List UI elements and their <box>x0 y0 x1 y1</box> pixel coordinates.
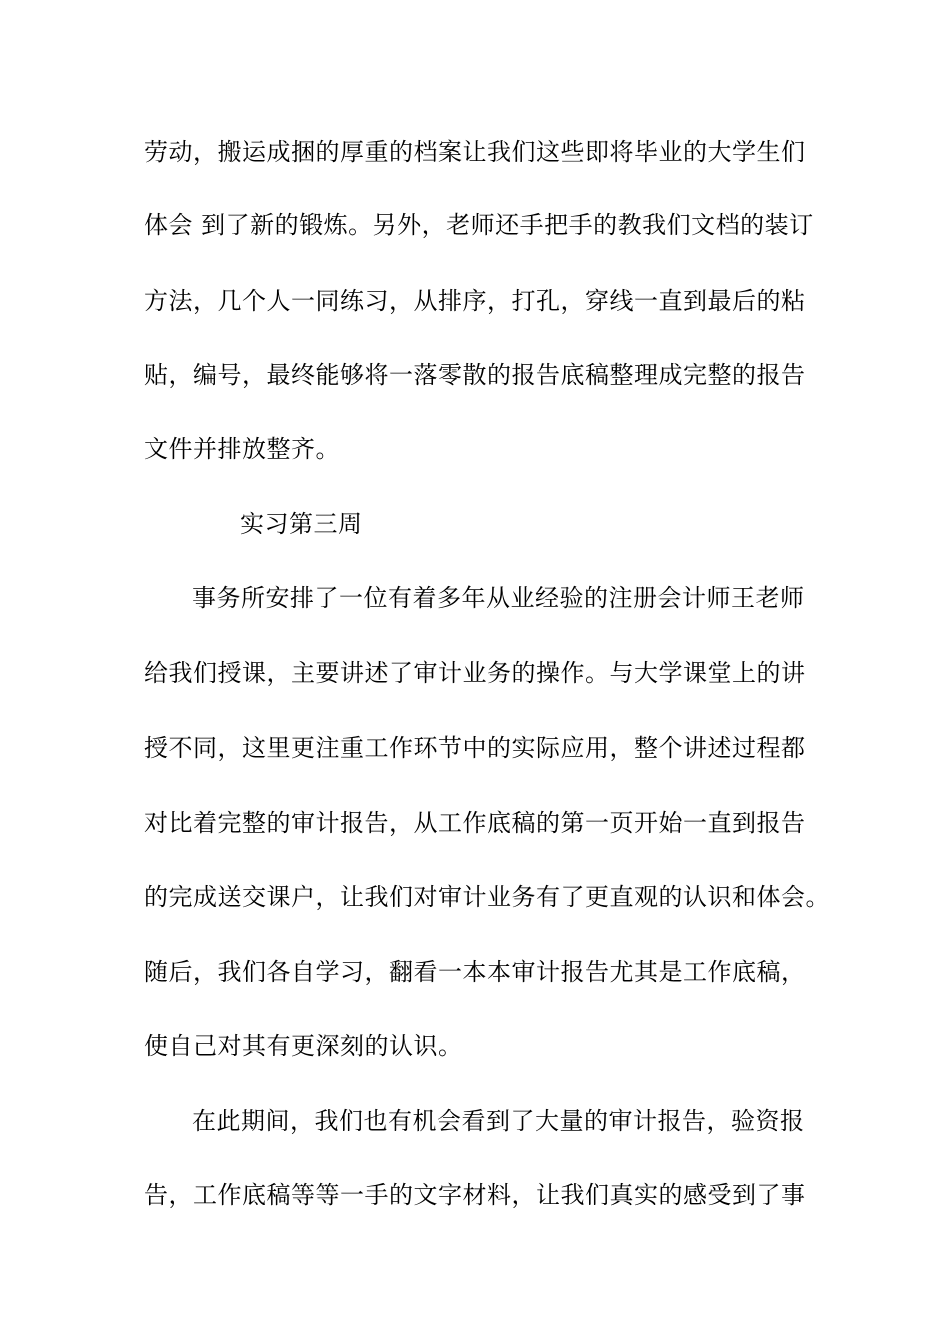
paragraph-line: 事务所安排了一位有着多年从业经验的注册会计师王老师 <box>192 584 805 612</box>
paragraph-line: 授不同，这里更注重工作环节中的实际应用，整个讲述过程都 <box>144 734 806 762</box>
paragraph-line: 给我们授课，主要讲述了审计业务的操作。与大学课堂上的讲 <box>144 659 806 687</box>
paragraph-line: 在此期间，我们也有机会看到了大量的审计报告，验资报 <box>192 1107 805 1135</box>
paragraph-line: 方法，几个人一同练习，从排序，打孔，穿线一直到最后的粘 <box>144 287 806 315</box>
paragraph-line: 使自己对其有更深刻的认识。 <box>144 1032 463 1060</box>
paragraph-line: 文件并排放整齐。 <box>144 435 340 463</box>
paragraph-line: 体会 到了新的锻炼。另外，老师还手把手的教我们文档的装订 <box>144 211 814 239</box>
section-heading: 实习第三周 <box>240 510 363 538</box>
paragraph-line: 对比着完整的审计报告，从工作底稿的第一页开始一直到报告 <box>144 809 806 837</box>
paragraph-line: 的完成送交课户，让我们对审计业务有了更直观的认识和体会。 <box>144 883 830 911</box>
paragraph-line: 告，工作底稿等等一手的文字材料，让我们真实的感受到了事 <box>144 1181 806 1209</box>
paragraph-line: 劳动，搬运成捆的厚重的档案让我们这些即将毕业的大学生们 <box>144 138 806 166</box>
paragraph-line: 贴，编号，最终能够将一落零散的报告底稿整理成完整的报告 <box>144 361 806 389</box>
paragraph-line: 随后，我们各自学习，翻看一本本审计报告尤其是工作底稿， <box>144 958 806 986</box>
